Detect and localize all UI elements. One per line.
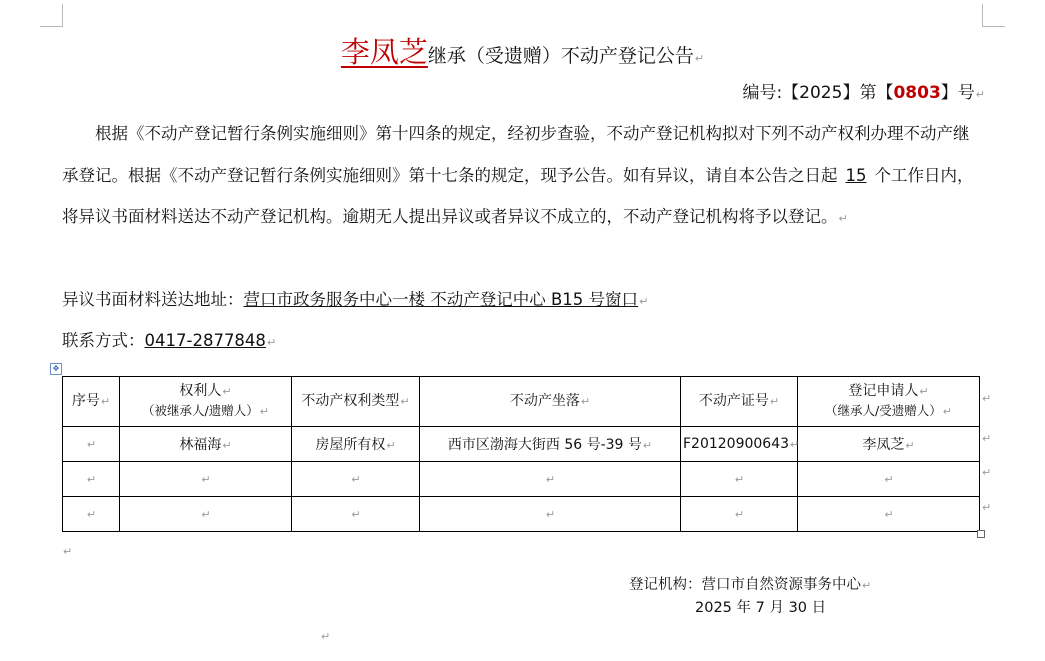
org-label: 登记机构：: [629, 577, 702, 593]
objection-days[interactable]: 15: [845, 165, 867, 185]
cell-seq[interactable]: ↵: [63, 462, 120, 497]
cell-right-type[interactable]: ↵: [292, 497, 420, 532]
applicant-name[interactable]: 李凤芝: [340, 35, 428, 69]
header-location[interactable]: 不动产坐落↵: [420, 377, 681, 427]
registration-organization: [629, 573, 871, 594]
paragraph-mark-icon: ↵: [63, 545, 73, 558]
address-value[interactable]: 营口市政务服务中心一楼 不动产登记中心 B15 号窗口: [243, 290, 639, 309]
cell-applicant[interactable]: ↵: [798, 462, 980, 497]
body-text-part1: 根据《不动产登记暂行条例实施细则》第十四条的规定，经初步查验，不动产登记机构拟对下列不动产权利办理不动产继承登记。根据《不动产登记暂行条例实施细则》第十七条的规定，现予公告。如有异议，请自本公告之日起: [62, 124, 970, 185]
page-corner-mark-right: [982, 4, 1005, 27]
contact-value[interactable]: 0417-2877848: [144, 331, 266, 350]
cell-right-type[interactable]: 房屋所有权↵: [292, 427, 420, 462]
notice-date[interactable]: 2025 年 7 月 30 日: [695, 600, 827, 616]
cell-cert-no[interactable]: ↵: [681, 462, 798, 497]
objection-address-line: [62, 286, 648, 310]
docno-prefix: 编号:【2025】第【: [742, 83, 894, 103]
cell-right-type[interactable]: ↵: [292, 462, 420, 497]
paragraph-mark-icon: ↵: [838, 212, 848, 225]
body-text-part2: 个工作日内，将异议书面材料送达不动产登记机构。逾期无人提出异议或者异议不成立的，不动产登记机构将予以登记。: [62, 165, 974, 226]
paragraph-mark-icon: ↵: [975, 88, 985, 101]
contact-line: [62, 327, 276, 351]
cell-cert-no[interactable]: ↵: [681, 497, 798, 532]
header-cert-no[interactable]: 不动产证号↵: [681, 377, 798, 427]
row-end-mark-icon: ↵: [982, 501, 992, 514]
cell-seq[interactable]: ↵: [63, 497, 120, 532]
docno-number[interactable]: 0803: [893, 83, 941, 103]
header-holder[interactable]: 权利人↵ （被继承人/遗赠人）↵: [120, 377, 292, 427]
cell-holder[interactable]: 林福海↵: [120, 427, 292, 462]
page-corner-mark-left: [40, 4, 63, 27]
cell-applicant[interactable]: 李凤芝↵: [798, 427, 980, 462]
cell-applicant[interactable]: ↵: [798, 497, 980, 532]
docno-suffix: 】号: [940, 83, 975, 103]
contact-label: 联系方式：: [62, 331, 145, 350]
cell-location[interactable]: 西市区渤海大街西 56 号-39 号↵: [420, 427, 681, 462]
cell-location[interactable]: ↵: [420, 462, 681, 497]
paragraph-mark-icon: ↵: [862, 579, 872, 592]
table-resize-handle[interactable]: [977, 530, 985, 538]
cell-location[interactable]: ↵: [420, 497, 681, 532]
table-header-row: [63, 377, 980, 427]
document-number: [742, 78, 985, 103]
header-right-type[interactable]: 不动产权利类型↵: [292, 377, 420, 427]
row-end-mark-icon: ↵: [982, 432, 992, 445]
paragraph-mark-icon: ↵: [639, 295, 649, 308]
cell-holder[interactable]: ↵: [120, 497, 292, 532]
paragraph-mark-icon: ↵: [321, 630, 331, 643]
notice-body-paragraph[interactable]: [62, 113, 982, 240]
table-move-handle-icon[interactable]: ✥: [50, 363, 62, 375]
address-label: 异议书面材料送达地址：: [62, 290, 244, 309]
table-row: [63, 462, 980, 497]
row-end-mark-icon: ↵: [982, 466, 992, 479]
cell-holder[interactable]: ↵: [120, 462, 292, 497]
paragraph-mark-icon: ↵: [694, 52, 705, 65]
title-text: 继承（受遗赠）不动产登记公告: [427, 45, 694, 67]
row-end-mark-icon: ↵: [982, 392, 992, 405]
header-applicant[interactable]: 登记申请人↵ （继承人/受遗赠人）↵: [798, 377, 980, 427]
notice-title: [0, 30, 1045, 71]
paragraph-mark-icon: ↵: [266, 336, 277, 349]
table-row: [63, 427, 980, 462]
org-value[interactable]: 营口市自然资源事务中心: [701, 577, 861, 593]
cell-cert-no[interactable]: F20120900643↵: [681, 427, 798, 462]
registration-table: [62, 376, 980, 532]
table-row: [63, 497, 980, 532]
header-seq[interactable]: 序号↵: [63, 377, 120, 427]
cell-seq[interactable]: ↵: [63, 427, 120, 462]
